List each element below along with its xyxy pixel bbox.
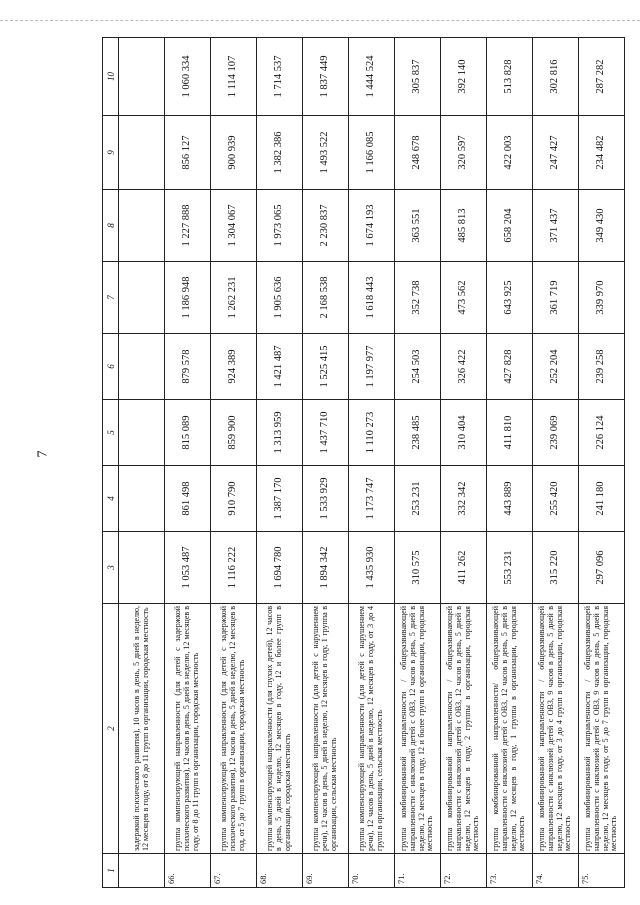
value-cell: 1 905 636 [257, 262, 303, 334]
column-header: 8 [103, 190, 119, 262]
table-row [165, 38, 211, 888]
value-cell: 252 204 [533, 334, 579, 400]
table-row [395, 38, 441, 888]
row-number: 66. [165, 854, 211, 888]
value-cell: 1 186 948 [165, 262, 211, 334]
value-cell: 879 578 [165, 334, 211, 400]
value-cell: 1 437 710 [303, 400, 349, 466]
value-cell: 861 498 [165, 466, 211, 532]
value-cell: 297 096 [579, 532, 625, 604]
value-cell: 513 828 [487, 38, 533, 116]
table-row [579, 38, 625, 888]
value-cell [119, 466, 165, 532]
value-cell: 326 422 [441, 334, 487, 400]
row-number: 74. [533, 854, 579, 888]
value-cell: 305 837 [395, 38, 441, 116]
row-number: 71. [395, 854, 441, 888]
group-description: группа компенсирующей направленности (для детей с нарушением речи), 12 часов в день, 5 дней в неделю, 12 месяцев в году, от 3 до 4 групп в организации, сельская местность [349, 604, 395, 854]
value-cell: 392 140 [441, 38, 487, 116]
value-cell: 1 435 930 [349, 532, 395, 604]
value-cell: 287 282 [579, 38, 625, 116]
value-cell [119, 116, 165, 190]
value-cell: 553 231 [487, 532, 533, 604]
value-cell: 371 437 [533, 190, 579, 262]
value-cell: 924 389 [211, 334, 257, 400]
group-description: группа компенсирующей направленности (для детей с задержкой психического развития), 12 часов в день, 5 дней в неделю, 12 месяцев в году, от 8 до 11 групп в организации, городская местность [165, 604, 211, 854]
value-cell: 859 900 [211, 400, 257, 466]
group-description: группа комбинированной направленности / общеразвивающей направленности с инклюзией детей с ОВЗ, 9 часов в день, 5 дней в неделю, 12 месяцев в году, от 5 до 7 групп в организации, городская местность [579, 604, 625, 854]
value-cell [119, 400, 165, 466]
value-cell: 485 813 [441, 190, 487, 262]
column-header: 7 [103, 262, 119, 334]
value-cell: 1 060 334 [165, 38, 211, 116]
value-cell: 1 382 386 [257, 116, 303, 190]
table-body [119, 38, 625, 888]
value-cell: 226 124 [579, 400, 625, 466]
column-header: 3 [103, 532, 119, 604]
value-cell: 1 053 487 [165, 532, 211, 604]
value-cell [119, 190, 165, 262]
value-cell: 320 597 [441, 116, 487, 190]
value-cell: 1 973 065 [257, 190, 303, 262]
value-cell: 411 262 [441, 532, 487, 604]
value-cell: 248 678 [395, 116, 441, 190]
value-cell: 2 168 538 [303, 262, 349, 334]
value-cell: 1 166 085 [349, 116, 395, 190]
value-cell: 1 694 780 [257, 532, 303, 604]
value-cell: 339 970 [579, 262, 625, 334]
column-header: 5 [103, 400, 119, 466]
value-cell: 658 204 [487, 190, 533, 262]
value-cell: 1 197 977 [349, 334, 395, 400]
row-number: 69. [303, 854, 349, 888]
value-cell: 310 404 [441, 400, 487, 466]
table-row [119, 38, 165, 888]
value-cell: 1 110 273 [349, 400, 395, 466]
value-cell: 302 816 [533, 38, 579, 116]
value-cell: 1 313 959 [257, 400, 303, 466]
value-cell: 352 738 [395, 262, 441, 334]
group-description: группа компенсирующей направленности (для детей с задержкой психического развития), 12 часов в день, 5 дней в неделю, 12 месяцев в год, от 5 до 7 групп в организации, городская местность [211, 604, 257, 854]
value-cell [119, 532, 165, 604]
value-cell: 238 485 [395, 400, 441, 466]
value-cell: 1 674 193 [349, 190, 395, 262]
value-cell: 411 810 [487, 400, 533, 466]
value-cell: 234 482 [579, 116, 625, 190]
value-cell: 1 533 929 [303, 466, 349, 532]
value-cell: 1 525 415 [303, 334, 349, 400]
value-cell: 1 116 222 [211, 532, 257, 604]
group-description: группа комбинированной направленности / общеразвивающей направленности с инклюзией детей с ОВЗ, 9 часов в день, 5 дней в неделю, 12 месяцев в году, от 3 до 4 групп в организации, городская местность [533, 604, 579, 854]
value-cell: 332 342 [441, 466, 487, 532]
value-cell: 255 420 [533, 466, 579, 532]
column-header: 1 [103, 854, 119, 888]
table-row [257, 38, 303, 888]
row-number: 70. [349, 854, 395, 888]
value-cell: 1 227 888 [165, 190, 211, 262]
table-row [349, 38, 395, 888]
table-row [441, 38, 487, 888]
value-cell: 1 421 487 [257, 334, 303, 400]
table-row [211, 38, 257, 888]
table-row [533, 38, 579, 888]
value-cell: 427 828 [487, 334, 533, 400]
value-cell: 900 939 [211, 116, 257, 190]
value-cell: 443 889 [487, 466, 533, 532]
group-description: группа компенсирующей направленности (для детей с нарушением речи), 12 часов в день, 5 дней в неделю, 12 месяцев в году, 1 группа в организации, сельская местность [303, 604, 349, 854]
value-cell: 1 894 342 [303, 532, 349, 604]
value-cell: 1 444 524 [349, 38, 395, 116]
table-row [303, 38, 349, 888]
value-cell: 910 790 [211, 466, 257, 532]
column-header: 10 [103, 38, 119, 116]
value-cell: 1 114 107 [211, 38, 257, 116]
value-cell: 815 089 [165, 400, 211, 466]
value-cell: 643 925 [487, 262, 533, 334]
value-cell [119, 334, 165, 400]
value-cell: 1 493 522 [303, 116, 349, 190]
group-description: группа комбинированной направленности/ общеразвивающей направленности с инклюзией детей с ОВЗ, 12 часов в день, 5 дней в неделю, 12 месяцев в году, 1 группа в организации, городская местность [487, 604, 533, 854]
value-cell: 247 427 [533, 116, 579, 190]
value-cell: 1 304 067 [211, 190, 257, 262]
row-number: 72. [441, 854, 487, 888]
table-header [103, 38, 119, 888]
row-number [119, 854, 165, 888]
group-description: группа комбинированной направленности / общеразвивающей направленности с инклюзией детей с ОВЗ, 12 часов в день, 5 дней в неделю, 12 месяцев в году, 2 группы в организации, городская местность [441, 604, 487, 854]
value-cell: 239 069 [533, 400, 579, 466]
value-cell [119, 262, 165, 334]
value-cell: 1 387 170 [257, 466, 303, 532]
scan-border [0, 20, 640, 21]
cost-table [102, 37, 625, 888]
column-header: 9 [103, 116, 119, 190]
rotated-table-wrapper [102, 38, 625, 888]
value-cell: 1 262 231 [211, 262, 257, 334]
value-cell [119, 38, 165, 116]
row-number: 73. [487, 854, 533, 888]
group-description: группа компенсирующей направленности (для глухих детей), 12 часов в день, 5 дней в неделю, 12 месяцев в году, 12 и более групп в организации, городская местность [257, 604, 303, 854]
column-header: 4 [103, 466, 119, 532]
page-number: 7 [35, 450, 51, 458]
value-cell: 239 258 [579, 334, 625, 400]
value-cell: 363 551 [395, 190, 441, 262]
group-description: группа комбинированной направленности / общеразвивающей направленности с инклюзией детей с ОВЗ, 12 часов в день, 5 дней в неделю, 12 месяцев в году, 12 и более групп в организации, городская местность [395, 604, 441, 854]
value-cell: 253 231 [395, 466, 441, 532]
value-cell: 315 220 [533, 532, 579, 604]
value-cell: 422 003 [487, 116, 533, 190]
value-cell: 349 430 [579, 190, 625, 262]
value-cell: 1 618 443 [349, 262, 395, 334]
value-cell: 856 127 [165, 116, 211, 190]
column-header: 6 [103, 334, 119, 400]
table-row [487, 38, 533, 888]
value-cell: 361 719 [533, 262, 579, 334]
value-cell: 2 230 837 [303, 190, 349, 262]
value-cell: 473 562 [441, 262, 487, 334]
value-cell: 310 575 [395, 532, 441, 604]
value-cell: 241 180 [579, 466, 625, 532]
column-header: 2 [103, 604, 119, 854]
row-number: 75. [579, 854, 625, 888]
value-cell: 1 714 537 [257, 38, 303, 116]
value-cell: 1 837 449 [303, 38, 349, 116]
value-cell: 1 173 747 [349, 466, 395, 532]
row-number: 67. [211, 854, 257, 888]
group-description: задержкой психического развития), 10 часов в день, 5 дней в неделю, 12 месяцев в году, от 8 до 11 групп в организации, городская местность [119, 604, 165, 854]
row-number: 68. [257, 854, 303, 888]
value-cell: 254 503 [395, 334, 441, 400]
